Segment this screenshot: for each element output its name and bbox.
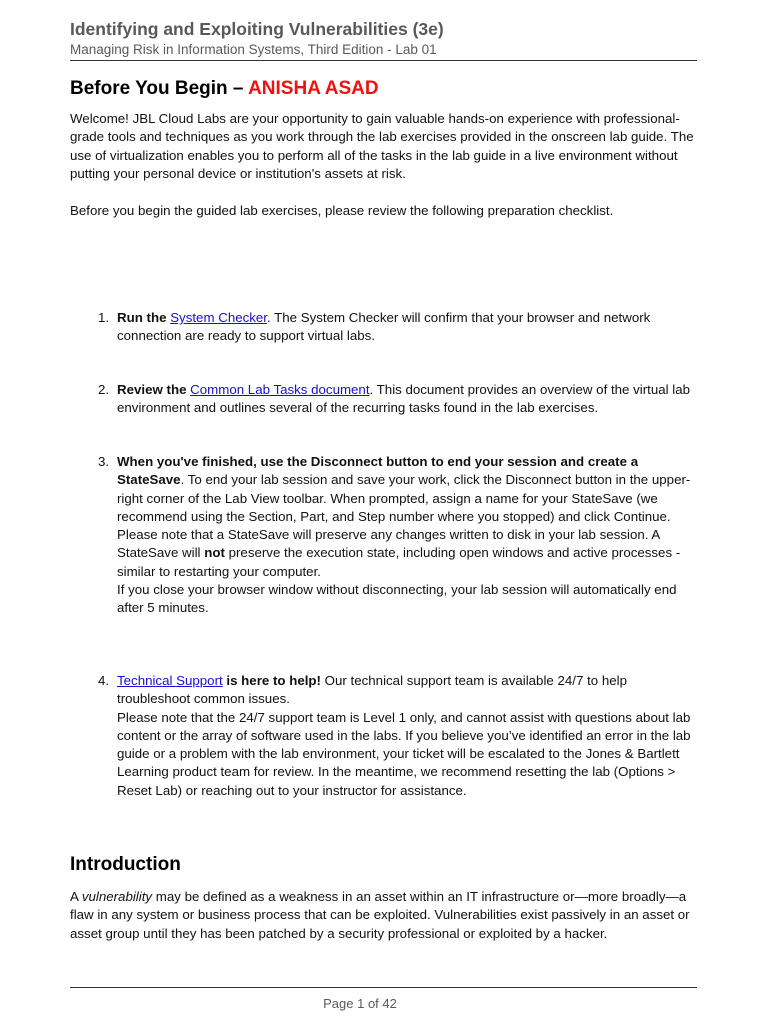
header-divider xyxy=(70,60,697,61)
item-lead: Run the xyxy=(117,310,171,325)
common-lab-tasks-link[interactable]: Common Lab Tasks document xyxy=(190,382,370,397)
item-note: If you close your browser window without disconnecting, your lab session will automatically end after 5 minutes. xyxy=(117,582,677,616)
before-you-begin-heading xyxy=(70,78,379,100)
introduction-heading: Introduction xyxy=(70,854,181,875)
student-name: ANISHA ASAD xyxy=(248,78,379,99)
system-checker-link[interactable]: System Checker xyxy=(170,310,267,325)
introduction-paragraph xyxy=(70,888,697,943)
heading-text: Before You Begin – xyxy=(70,78,249,99)
list-number: 3. xyxy=(98,454,110,469)
item-text: . To end your lab session and save your work, click the Disconnect button in the upper-right corner of the Lab View toolbar. When prompted, assign a name for your StateSave (we recommend using the Section, Part, and Step number where you stopped) and click Continue. Please note that a StateSave will preserve any changes written to disk in your lab session. A StateSave will xyxy=(117,472,691,561)
welcome-paragraph: Welcome! JBL Cloud Labs are your opportunity to gain valuable hands-on experience with professional-grade tools and techniques as you work through the lab exercises provided in the onscreen lab guide. The use of virtualization enables you to perform all of the tasks in the lab guide in a live environment without putting your personal device or institution's assets at risk. xyxy=(70,111,694,181)
technical-support-link[interactable]: Technical Support xyxy=(117,673,223,688)
item-text: Our technical support team is available 24/7 to help troubleshoot common issues. xyxy=(117,673,627,707)
intro-text: may be defined as a weakness in an asset within an IT infrastructure or—more broadly—a flaw in any system or business process that can be exploited. Vulnerabilities exist passively in an asset or asset group until they has been patched by a security professional or exploited by a hacker. xyxy=(70,889,690,941)
item-emphasis: not xyxy=(204,545,225,561)
item-lead: is here to help! xyxy=(222,673,321,688)
item-text: . This document provides an overview of the virtual lab environment and outlines several of the recurring tasks found in the lab exercises. xyxy=(117,382,691,416)
document-subtitle: Managing Risk in Information Systems, Third Edition - Lab 01 xyxy=(70,42,437,57)
list-number: 1. xyxy=(98,310,110,325)
intro-lead: A xyxy=(70,889,82,904)
footer-divider xyxy=(70,987,697,988)
checklist-intro: Before you begin the guided lab exercises, please review the following preparation checklist. xyxy=(70,203,614,218)
list-number: 4. xyxy=(98,673,110,688)
vulnerability-term: vulnerability xyxy=(81,889,153,904)
item-lead: When you've finished, use the Disconnect button to end your session and create a StateSave xyxy=(117,454,639,488)
item-text: . The System Checker will confirm that your browser and network connection are ready to support virtual labs. xyxy=(117,310,651,344)
item-note: Please note that the 24/7 support team is Level 1 only, and cannot assist with questions about lab content or the array of software used in the labs. If you believe you’ve identified an error in the lab guide or a problem with the lab environment, your ticket will be escalated to the Jones & Bartlett Learning product team for review. In the meantime, we recommend resetting the lab (Options > Reset Lab) or reaching out to your instructor for assistance. xyxy=(117,709,691,798)
page-number: Page 1 of 42 xyxy=(323,996,397,1011)
item-lead: Review the xyxy=(117,382,191,397)
list-number: 2. xyxy=(98,382,110,397)
item-text: preserve the execution state, including open windows and active processes - similar to restarting your computer. xyxy=(117,545,681,579)
document-title: Identifying and Exploiting Vulnerabilities (3e) xyxy=(70,19,444,39)
